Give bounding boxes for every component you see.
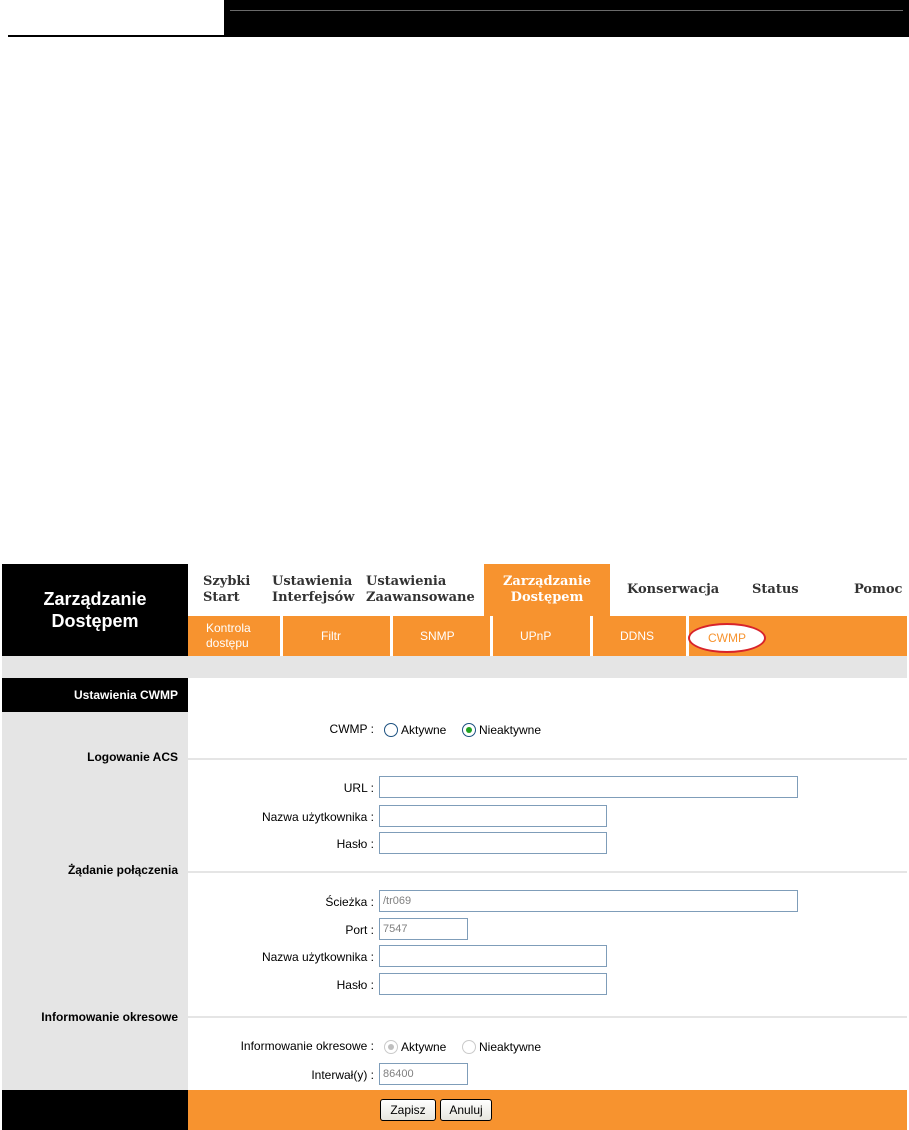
gray-divider — [2, 656, 907, 678]
subtab-snmp[interactable]: SNMP — [420, 628, 455, 643]
periodic-off-radio[interactable] — [462, 1040, 476, 1054]
cwmp-on-radio[interactable] — [384, 723, 398, 737]
periodic-on-radio[interactable] — [384, 1040, 398, 1054]
tab-advanced-setup[interactable]: Ustawienia Zaawansowane — [366, 574, 475, 605]
cancel-button[interactable]: Anuluj — [440, 1099, 492, 1121]
divider-1 — [188, 758, 907, 760]
conn-username-input[interactable] — [379, 945, 607, 967]
header-black-bar — [224, 0, 909, 37]
main-nav — [188, 564, 907, 616]
conn-password-input[interactable] — [379, 973, 607, 995]
acs-password-input[interactable] — [379, 832, 607, 854]
save-button[interactable]: Zapisz — [380, 1099, 436, 1121]
acs-url-input[interactable] — [379, 776, 798, 798]
subtab-filter[interactable]: Filtr — [321, 628, 341, 643]
tab-quick-start[interactable]: Szybki Start — [203, 574, 251, 605]
acs-url-label: URL : — [343, 781, 374, 795]
section-label-acs-login: Logowanie ACS — [87, 750, 178, 764]
button-bar — [188, 1090, 907, 1130]
acs-username-label: Nazwa użytkownika : — [261, 810, 374, 824]
section-title-cwmp: Ustawienia CWMP — [2, 678, 188, 712]
conn-password-label: Hasło : — [336, 978, 374, 992]
conn-username-label: Nazwa użytkownika : — [261, 950, 374, 964]
tab-interface-setup[interactable]: Ustawienia Interfejsów — [272, 574, 355, 605]
cwmp-label: CWMP : — [329, 722, 374, 736]
section-label-connection-request: Żądanie połączenia — [67, 863, 178, 877]
interval-label: Interwał(y) : — [311, 1068, 374, 1082]
periodic-off-label: Nieaktywne — [479, 1040, 542, 1054]
document-header — [0, 0, 909, 40]
subtab-upnp[interactable]: UPnP — [520, 628, 552, 643]
acs-username-input[interactable] — [379, 805, 607, 827]
section-label-periodic-inform: Informowanie okresowe — [41, 1010, 178, 1024]
periodic-label: Informowanie okresowe : — [240, 1039, 374, 1053]
conn-port-label: Port : — [345, 923, 374, 937]
cwmp-off-radio[interactable] — [462, 723, 476, 737]
interval-input[interactable] — [379, 1063, 468, 1085]
acs-password-label: Hasło : — [336, 837, 374, 851]
page-title-line2: Dostępem — [51, 611, 139, 631]
tab-help[interactable]: Pomoc — [854, 582, 903, 597]
tab-maintenance[interactable]: Konserwacja — [627, 582, 720, 597]
header-rule — [8, 35, 224, 37]
divider-3 — [188, 1016, 907, 1018]
conn-path-label: Ścieżka : — [325, 895, 374, 909]
sub-nav — [188, 616, 907, 656]
tab-status[interactable]: Status — [752, 582, 799, 597]
subtab-cwmp[interactable]: CWMP — [688, 623, 766, 653]
side-panel — [2, 678, 188, 1090]
cwmp-on-label: Aktywne — [401, 723, 447, 737]
subtab-access-control[interactable]: Kontrola dostępu — [206, 621, 251, 650]
conn-port-input[interactable] — [379, 918, 468, 940]
page-title-line1: Zarządzanie — [43, 589, 147, 609]
page-title — [2, 564, 188, 656]
router-ui — [2, 564, 907, 1130]
bottom-left-block — [2, 1090, 188, 1130]
divider-2 — [188, 871, 907, 873]
tab-access-management[interactable]: Zarządzanie Dostępem — [484, 564, 610, 616]
subtab-ddns[interactable]: DDNS — [620, 628, 655, 643]
conn-path-input[interactable] — [379, 890, 798, 912]
periodic-on-label: Aktywne — [401, 1040, 447, 1054]
cwmp-off-label: Nieaktywne — [479, 723, 542, 737]
